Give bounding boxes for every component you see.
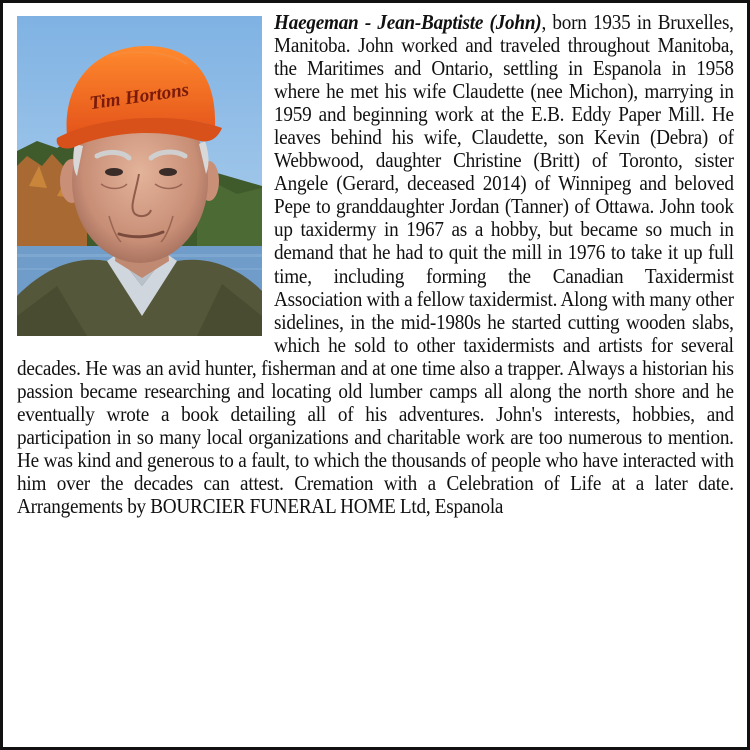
obituary-body: , born 1935 in Bruxelles, Manitoba. John worked and traveled throughout Manitoba, the Maritimes and Ontario, settling in Espanola in 1958 where he met his wife Claudette (nee Michon), marrying in 1959 and beginning work at the E.B. Eddy Paper Mill. He leaves behind his wife, Claudette, son Kevin (Debra) of Webbwood, daughter Christine (Britt) of Toronto, sister Angele (Gerard, deceased 2014) of Winnipeg and beloved Pepe to granddaughter Jordan (Tanner) of Ottawa. John took up taxidermy in 1967 as a hobby, but became so much in demand that he had to quit the mill in 1976 to take it up full time, including forming the Canadian Taxidermist Association with a fellow taxidermist. Along with many other sidelines, in the mid-1980s he started cutting wooden slabs, which he sold to other taxidermists and artists for several decades. He was an avid hunter, fisherman and at one time also a trapper. Always a historian his passion became researching and locating old lumber camps all along the north shore and he eventually wrote a book detailing all of his adventures. John's interests, hobbies, and participation in so many local organizations and charitable work are too numerous to mention. He was kind and generous to a fault, to which the thousands of people who have interacted with him over the decades can attest. Cremation with a Celebration of Life at a later date. Arrangements by BOURCIER FUNERAL HOME Ltd, Espanola bbox=[17, 10, 734, 518]
obituary-text bbox=[17, 11, 734, 518]
cap-logo-text: Tim Hortons bbox=[88, 79, 191, 115]
deceased-name: Haegeman - Jean-Baptiste (John) bbox=[274, 10, 542, 34]
photo-wrap-spacer bbox=[17, 11, 274, 344]
